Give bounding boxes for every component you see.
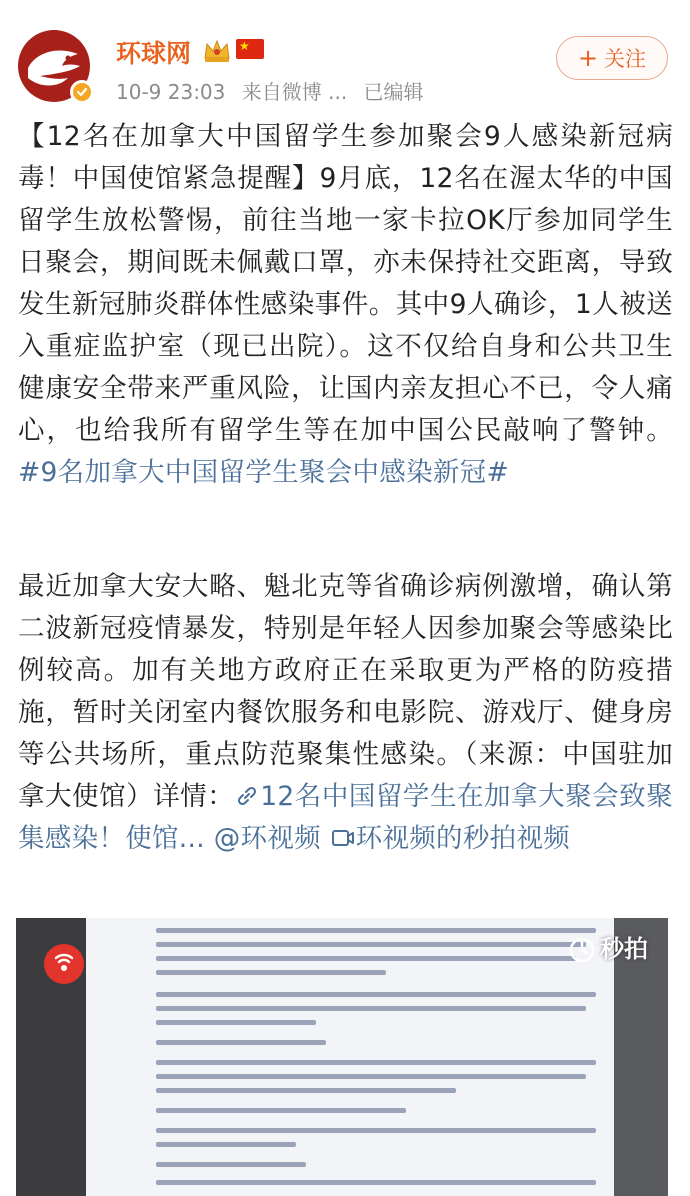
- paragraph-2: [18, 566, 673, 860]
- verified-badge-icon: [70, 80, 94, 104]
- miaopai-icon: [568, 936, 596, 964]
- follow-button[interactable]: [556, 36, 668, 80]
- post-header: [0, 0, 690, 120]
- follow-label: 关注: [604, 47, 647, 71]
- video-link-text: 环视频的秒拍视频: [355, 823, 571, 854]
- video-link[interactable]: [330, 823, 570, 854]
- author-name[interactable]: 环球网: [116, 39, 192, 68]
- document-image: [86, 918, 614, 1196]
- document-text-lines: [96, 918, 604, 1196]
- play-badge-icon: [44, 944, 84, 984]
- hashtag-link[interactable]: #9名加拿大中国留学生聚会中感染新冠#: [18, 457, 509, 488]
- crown-icon: [202, 36, 232, 64]
- video-thumbnail[interactable]: [16, 918, 668, 1196]
- video-icon: [330, 827, 356, 849]
- paragraph-1: [18, 116, 673, 494]
- miaopai-text: 秒拍: [600, 935, 648, 963]
- china-flag-icon: ★: [236, 39, 264, 59]
- post-meta: [116, 76, 434, 105]
- post-time: 10-9 23:03: [116, 80, 226, 104]
- edited-label[interactable]: 已编辑: [363, 80, 424, 104]
- paragraph-1-text: 【12名在加拿大中国留学生参加聚会9人感染新冠病毒！中国使馆紧急提醒】9月底，12名在渥太华的中国留学生放松警惕，前往当地一家卡拉OK厅参加同学生日聚会，期间既未佩戴口罩，亦未保持社交距离，导致发生新冠肺炎群体性感染事件。其中9人确诊，1人被送入重症监护室（现已出院）。这不仅给自身和公共卫生健康安全带来严重风险，让国内亲友担心不已，令人痛心，也给我所有留学生等在加中国公民敲响了警钟。: [18, 121, 673, 446]
- post-source[interactable]: 来自微博 ...: [241, 80, 348, 104]
- paragraph-2-text: 最近加拿大安大略、魁北克等省确诊病例激增，确认第二波新冠疫情暴发，特别是年轻人因参加聚会等感染比例较高。加有关地方政府正在采取更为严格的防疫措施，暂时关闭室内餐饮服务和电影院、游戏厅、健身房等公共场所，重点防范聚集性感染。（来源：中国驻加拿大使馆）详情：: [18, 571, 673, 812]
- link-icon: [234, 785, 260, 807]
- plus-icon: +: [577, 44, 599, 72]
- mention-link[interactable]: @环视频: [213, 823, 321, 854]
- article-link-text: 12名中国留学生在加拿大聚会致聚集感染！使馆...: [18, 781, 673, 854]
- post-content: [18, 116, 673, 860]
